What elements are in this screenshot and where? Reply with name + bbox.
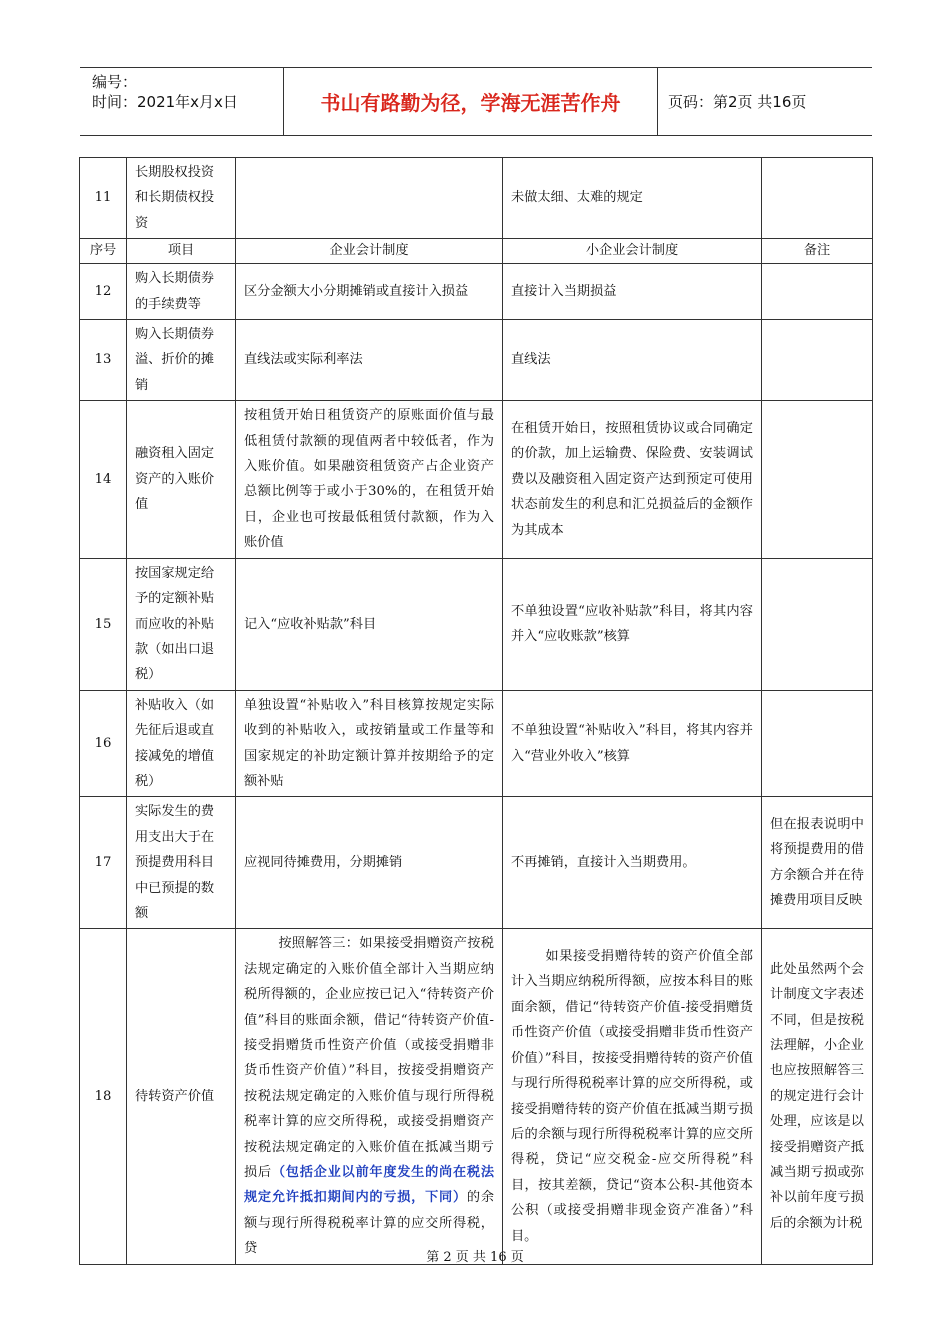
header-page-label: 页码：第2页 共16页 — [668, 93, 807, 111]
date-label: 时间：2021年x月x日 — [92, 93, 238, 111]
page-header — [80, 67, 872, 136]
table-row — [80, 690, 873, 797]
row-item: 长期股权投资和长期债权投资 — [127, 158, 236, 239]
table-row — [80, 401, 873, 558]
row-enterprise: 单独设置“补贴收入”科目核算按规定实际收到的补贴收入，或按销量或工作量等和国家规定的补助定额计算并按期给予的定额补贴 — [236, 690, 503, 797]
row-enterprise — [236, 929, 503, 1264]
row-note: 但在报表说明中将预提费用的借方余额合并在待摊费用项目反映 — [762, 797, 873, 929]
row-small: 不再摊销，直接计入当期费用。 — [503, 797, 762, 929]
row-enterprise: 直线法或实际利率法 — [236, 320, 503, 401]
row-small: 不单独设置“应收补贴款”科目，将其内容并入“应收账款”核算 — [503, 558, 762, 690]
row-enterprise: 记入“应收补贴款”科目 — [236, 558, 503, 690]
row-number: 16 — [80, 690, 127, 797]
row-enterprise: 区分金额大小分期摊销或直接计入损益 — [236, 264, 503, 320]
row-number: 17 — [80, 797, 127, 929]
row-note — [762, 690, 873, 797]
row-item: 按国家规定给予的定额补贴而应收的补贴款（如出口退税） — [127, 558, 236, 690]
col-header-item: 项目 — [127, 239, 236, 264]
row-note — [762, 320, 873, 401]
table-row — [80, 158, 873, 239]
header-motto: 书山有路勤为径，学海无涯苦作舟 — [283, 68, 658, 135]
enterprise-text-a: 按照解答三：如果接受捐赠资产按税法规定确定的入账价值全部计入当期应纳税所得额的，企业应按已记入“待转资产价值”科目的账面余额，借记“待转资产价值-接受捐赠货币性资产价值（或接受捐赠非货币性资产价值）”科目，按接受捐赠资产按税法规定确定的入账价值与现行所得税税率计算的应交所得税，或接受捐赠资产按税法规定确定的入账价值在抵减当期亏损后 — [244, 936, 494, 1181]
comparison-table — [79, 157, 873, 1265]
col-header-small: 小企业会计制度 — [503, 239, 762, 264]
serial-label: 编号： — [92, 73, 138, 91]
table-row — [80, 929, 873, 1264]
row-small: 直线法 — [503, 320, 762, 401]
row-small: 未做太细、太难的规定 — [503, 158, 762, 239]
row-number: 11 — [80, 158, 127, 239]
row-number: 13 — [80, 320, 127, 401]
row-note — [762, 558, 873, 690]
row-item: 购入长期债券的手续费等 — [127, 264, 236, 320]
table-row — [80, 264, 873, 320]
row-note — [762, 264, 873, 320]
row-item: 实际发生的费用支出大于在预提费用科目中已预提的数额 — [127, 797, 236, 929]
row-number: 18 — [80, 929, 127, 1264]
enterprise-highlight: （包括企业以前年度发生的尚在税法规定允许抵扣期间内的亏损，下同） — [244, 1165, 495, 1206]
row-small: 不单独设置“补贴收入”科目，将其内容并入“营业外收入”核算 — [503, 690, 762, 797]
row-small: 在租赁开始日，按照租赁协议或合同确定的价款，加上运输费、保险费、安装调试费以及融资租入固定资产达到预定可使用状态前发生的利息和汇兑损益后的金额作为其成本 — [503, 401, 762, 558]
table-header-row — [80, 239, 873, 264]
table-row — [80, 320, 873, 401]
row-small: 直接计入当期损益 — [503, 264, 762, 320]
row-note — [762, 158, 873, 239]
row-enterprise: 按租赁开始日租赁资产的原账面价值与最低租赁付款额的现值两者中较低者，作为入账价值。如果融资租赁资产占企业资产总额比例等于或小于30%的，在租赁开始日，企业也可按最低租赁付款额，作为入账价值 — [236, 401, 503, 558]
row-note — [762, 401, 873, 558]
table-row — [80, 797, 873, 929]
enterprise-text-b: 的余额与现行所得税税率计算的应交所得税，贷 — [244, 1190, 495, 1257]
row-number: 12 — [80, 264, 127, 320]
row-enterprise — [236, 158, 503, 239]
row-item: 购入长期债券溢、折价的摊销 — [127, 320, 236, 401]
row-small: 如果接受捐赠待转的资产价值全部计入当期应纳税所得额，应按本科目的账面余额，借记“待转资产价值-接受捐赠货币性资产价值（或接受捐赠非货币性资产价值）”科目，按接受捐赠待转的资产价值与现行所得税税率计算的应交所得税，或接受捐赠待转的资产价值在抵减当期亏损后的余额与现行所得税税率计算的应交所得税，贷记“应交税金-应交所得税”科目，按其差额，贷记“资本公积-其他资本公积（或接受捐赠非现金资产准备）”科目。 — [503, 929, 762, 1264]
page-footer: 第 2 页 共 16 页 — [426, 1250, 524, 1265]
row-item: 补贴收入（如先征后退或直接减免的增值税） — [127, 690, 236, 797]
header-meta — [80, 68, 283, 135]
row-item: 待转资产价值 — [127, 929, 236, 1264]
row-item: 融资租入固定资产的入账价值 — [127, 401, 236, 558]
row-number: 14 — [80, 401, 127, 558]
row-number: 15 — [80, 558, 127, 690]
col-header-enterprise: 企业会计制度 — [236, 239, 503, 264]
row-enterprise: 应视同待摊费用，分期摊销 — [236, 797, 503, 929]
col-header-note: 备注 — [762, 239, 873, 264]
row-note: 此处虽然两个会计制度文字表述不同，但是按税法理解，小企业也应按照解答三的规定进行会计处理，应该是以接受捐赠资产抵减当期亏损或弥补以前年度亏损后的余额为计税 — [762, 929, 873, 1264]
table-row — [80, 558, 873, 690]
col-header-no: 序号 — [80, 239, 127, 264]
